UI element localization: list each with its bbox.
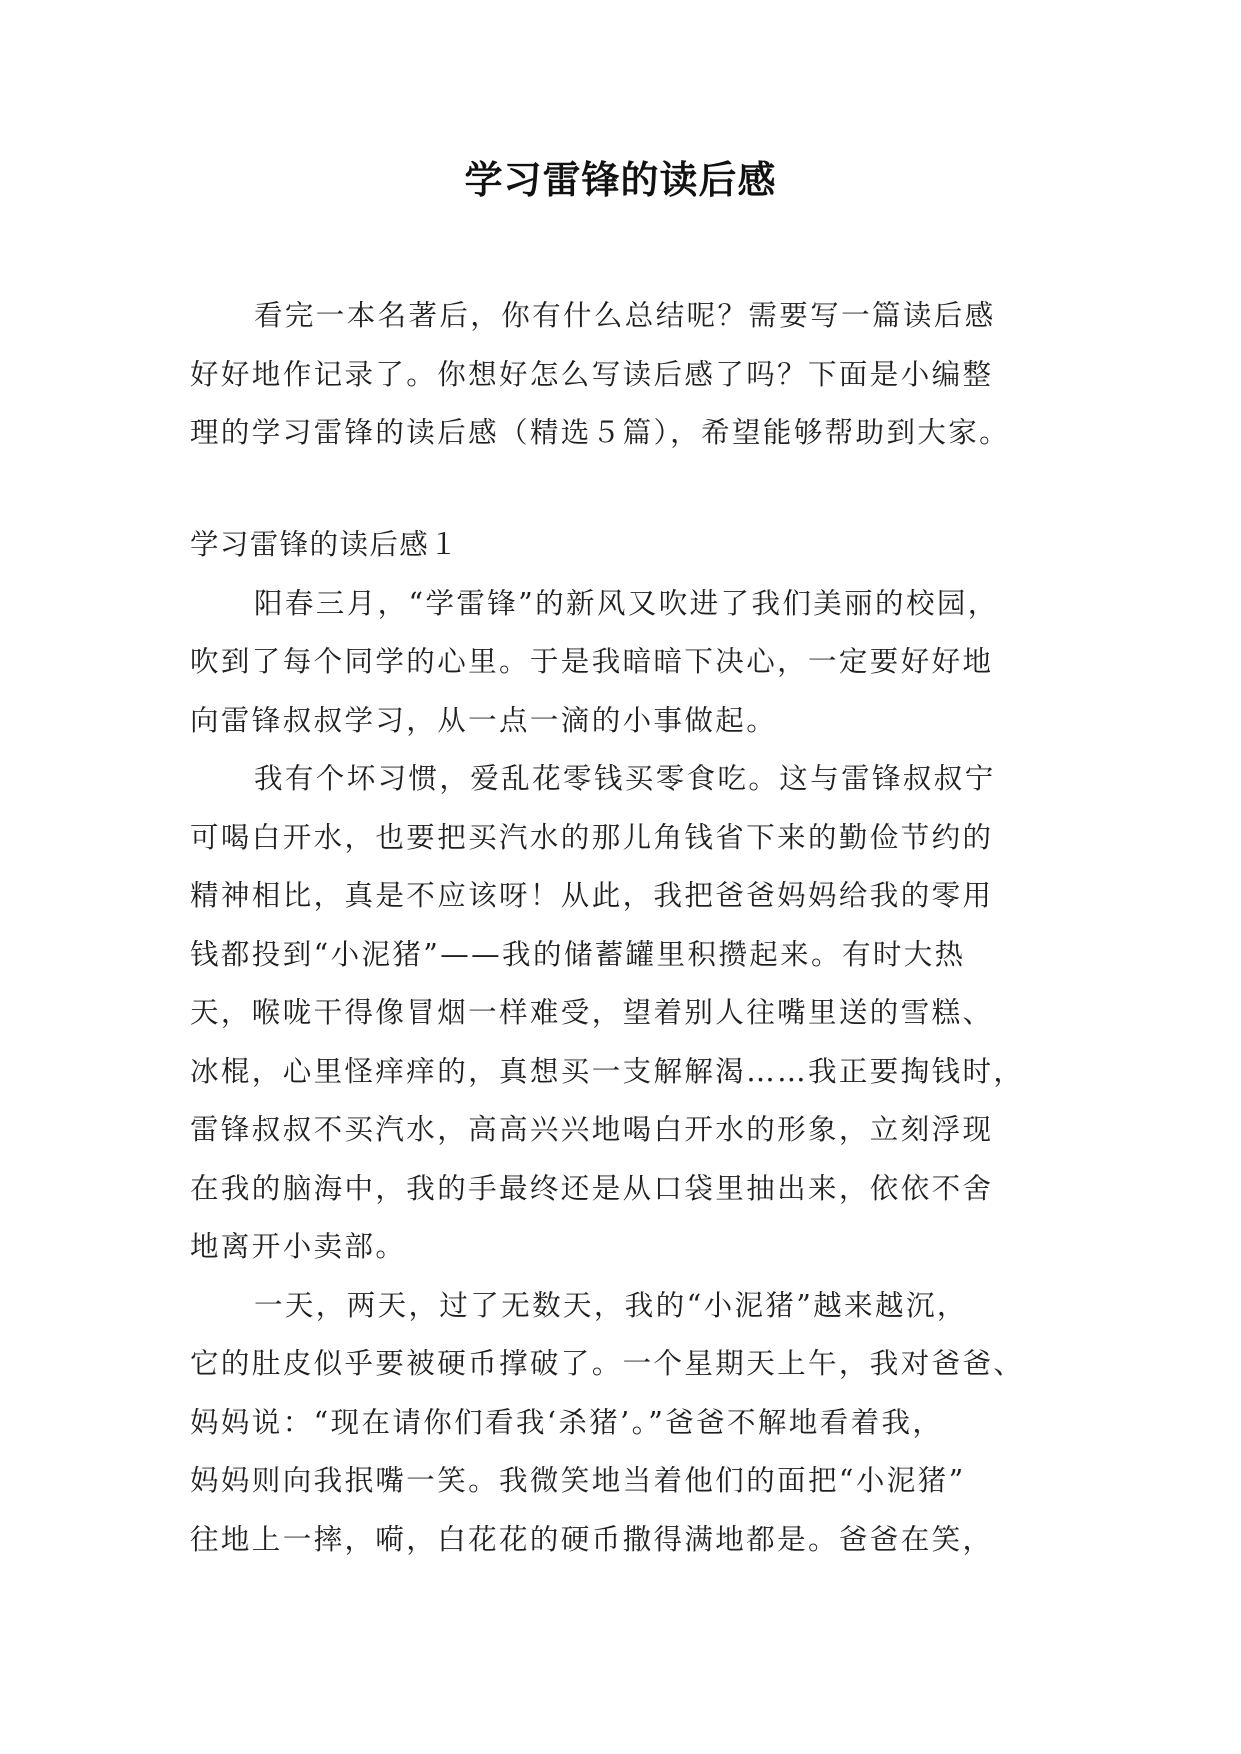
- paragraph-1: [190, 575, 1050, 751]
- paragraph-line: 吹到了每个同学的心里。于是我暗暗下决心，一定要好好地: [190, 645, 994, 678]
- paragraph-line: 地离开小卖部。: [190, 1230, 407, 1263]
- paragraph-line: 妈妈则向我抿嘴一笑。我微笑地当着他们的面把“小泥猪”: [190, 1464, 966, 1497]
- paragraph-line: 钱都投到“小泥猪”——我的储蓄罐里积攒起来。有时大热: [190, 937, 966, 971]
- paragraph-line: 阳春三月，“学雷锋”的新风又吹进了我们美丽的校园，: [254, 586, 999, 620]
- paragraph-3: [190, 1277, 1050, 1570]
- paragraph-line: 可喝白开水，也要把买汽水的那儿角钱省下来的勤俭节约的: [190, 820, 994, 854]
- paragraph-line: 在我的脑海中，我的手最终还是从口袋里抽出来，依依不舍: [190, 1171, 994, 1205]
- paragraph-line: 向雷锋叔叔学习，从一点一滴的小事做起。: [190, 703, 778, 737]
- paragraph-2: [190, 750, 1050, 1277]
- page-title: 学习雷锋的读后感: [464, 158, 777, 202]
- intro-line: 理的学习雷锋的读后感（精选５篇），希望能够帮助到大家。: [190, 416, 1011, 449]
- paragraph-line: 我有个坏习惯，爱乱花零钱买零食吃。这与雷锋叔叔宁: [254, 762, 996, 795]
- paragraph-line: 一天，两天，过了无数天，我的“小泥猪”越来越沉，: [254, 1288, 968, 1322]
- intro-line: 看完一本名著后，你有什么总结呢？需要写一篇读后感: [254, 299, 996, 332]
- paragraph-line: 雷锋叔叔不买汽水，高高兴兴地喝白开水的形象，立刻浮现: [190, 1113, 994, 1146]
- section-1: [190, 516, 1050, 1569]
- section-heading: 学习雷锋的读后感１: [190, 528, 460, 561]
- intro-line: 好好地作记录了。你想好怎么写读后感了吗？下面是小编整: [190, 357, 994, 391]
- paragraph-line: 往地上一摔，嗬，白花花的硬币撒得满地都是。爸爸在笑，: [190, 1522, 994, 1556]
- intro-paragraph: [190, 287, 1050, 463]
- paragraph-line: 天，喉咙干得像冒烟一样难受，望着别人往嘴里送的雪糕、: [190, 996, 994, 1029]
- paragraph-line: 妈妈说：“现在请你们看我‘杀猪’。”爸爸不解地看着我，: [190, 1405, 944, 1439]
- paragraph-line: 精神相比，真是不应该呀！从此，我把爸爸妈妈给我的零用: [190, 879, 994, 912]
- paragraph-line: 它的肚皮似乎要被硬币撑破了。一个星期天上午，我对爸爸、: [190, 1347, 1025, 1380]
- paragraph-line: 冰棍，心里怪痒痒的，真想买一支解解渴……我正要掏钱时，: [190, 1054, 1025, 1088]
